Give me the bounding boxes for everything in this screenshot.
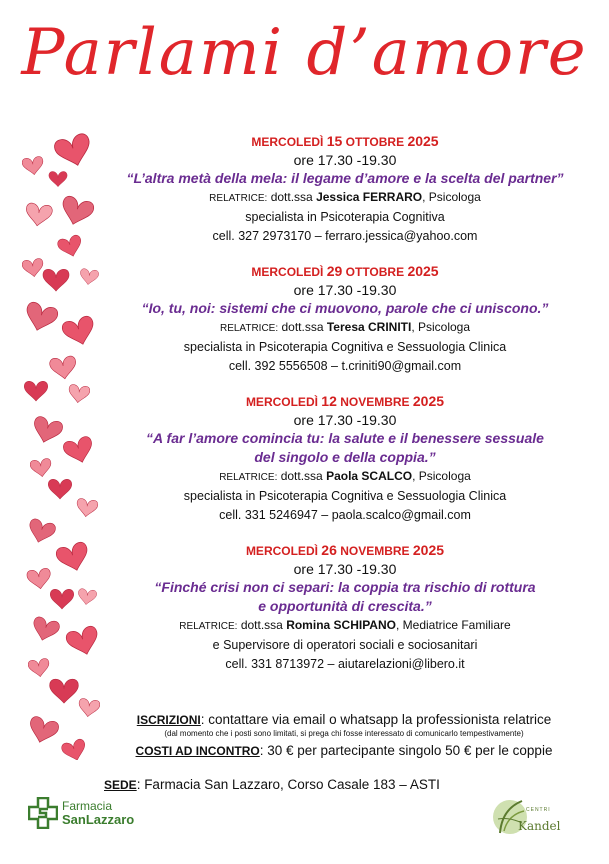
heart-shape xyxy=(24,202,53,227)
date-year: 2025 xyxy=(412,393,445,409)
iscrizioni-line xyxy=(104,711,584,729)
speaker-name: Teresa CRINITI xyxy=(326,320,412,334)
heart-shape xyxy=(48,479,71,499)
heart-shape xyxy=(61,738,89,760)
sede-line xyxy=(104,777,440,792)
event-date xyxy=(100,263,590,281)
speaker-label: RELATRICE: xyxy=(219,323,279,334)
event-date xyxy=(100,542,590,560)
event-speaker xyxy=(100,467,590,487)
event-time: ore 17.30 -19.30 xyxy=(293,561,397,577)
event-speaker xyxy=(100,616,590,636)
date-prefix: MERCOLEDÌ xyxy=(251,135,324,149)
speaker-title: dott.ssa xyxy=(240,618,283,632)
events-list xyxy=(100,133,590,691)
date-month: NOVEMBRE xyxy=(340,395,410,409)
heart-shape xyxy=(49,355,78,380)
event-quote xyxy=(100,578,590,616)
event-specialization: specialista in Psicoterapia Cognitiva e Sessuologia Clinica xyxy=(183,340,507,354)
date-year: 2025 xyxy=(412,542,445,558)
event-specialization: e Supervisore di operatori sociali e sociosanitari xyxy=(212,638,478,652)
event-time: ore 17.30 -19.30 xyxy=(293,152,397,168)
heart-shape xyxy=(50,679,79,703)
iscrizioni-text: : contattare via email o whatsapp la professionista relatrice xyxy=(200,712,552,727)
heart-shape xyxy=(77,698,100,718)
event-speaker xyxy=(100,318,590,338)
date-month: OTTOBRE xyxy=(345,265,405,279)
quote-line: “Io, tu, noi: sistemi che ci muovono, parole che ci uniscono.” xyxy=(141,300,549,316)
farmacia-logo xyxy=(28,797,134,829)
heart-shape xyxy=(50,589,73,609)
logo-text-line1: Farmacia xyxy=(62,799,113,813)
heart-shape xyxy=(62,435,96,466)
kandel-logo xyxy=(492,793,562,843)
heart-shape xyxy=(26,568,52,591)
date-day: 29 xyxy=(326,263,343,279)
quote-line: del singolo e della coppia.” xyxy=(254,449,436,465)
event-specialization: specialista in Psicoterapia Cognitiva xyxy=(245,210,445,224)
quote-line: “L’altra metà della mela: il legame d’amore e la scelta del partner” xyxy=(126,170,564,186)
page-title: Parlami d’amore xyxy=(21,16,588,90)
heart-shape xyxy=(61,315,98,349)
date-day: 12 xyxy=(321,393,337,409)
heart-shape xyxy=(57,234,85,259)
heart-shape xyxy=(22,301,59,335)
event-4 xyxy=(100,542,590,674)
quote-line: “Finché crisi non ci separi: la coppia tra rischio di rottura xyxy=(154,579,536,595)
heart-shape xyxy=(26,518,57,546)
event-contact: cell. 331 5246947 – paola.scalco@gmail.com xyxy=(219,508,471,522)
heart-shape xyxy=(26,715,60,746)
speaker-label: RELATRICE: xyxy=(209,193,268,204)
quote-line: e opportunità di crescita.” xyxy=(258,598,432,614)
event-2 xyxy=(100,263,590,376)
heart-shape xyxy=(30,415,64,446)
event-contact: cell. 392 5556508 – t.criniti90@gmail.com xyxy=(228,359,462,373)
date-prefix: MERCOLEDÌ xyxy=(245,544,318,558)
heart-shape xyxy=(58,195,95,229)
farmacia-cross-icon xyxy=(28,797,58,829)
speaker-label: RELATRICE: xyxy=(219,472,278,483)
date-day: 26 xyxy=(321,542,337,558)
event-quote xyxy=(100,429,590,467)
quote-line: “A far l’amore comincia tu: la salute e il benessere sessuale xyxy=(146,430,544,446)
heart-shape xyxy=(49,171,67,186)
event-1 xyxy=(100,133,590,246)
date-month: OTTOBRE xyxy=(345,135,405,149)
iscrizioni-note: (dal momento che i posti sono limitati, si prega chi fosse interessato di comunicarlo tempestivamente) xyxy=(164,729,524,738)
event-specialization: specialista in Psicoterapia Cognitiva e Sessuologia Clinica xyxy=(183,489,507,503)
date-year: 2025 xyxy=(407,263,439,279)
event-time: ore 17.30 -19.30 xyxy=(293,412,397,428)
heart-shape xyxy=(77,588,97,606)
heart-shape xyxy=(24,381,47,401)
speaker-name: Romina SCHIPANO xyxy=(286,618,396,632)
iscrizioni-label: ISCRIZIONI xyxy=(136,713,201,727)
hearts-decoration xyxy=(10,120,105,760)
date-year: 2025 xyxy=(407,133,439,149)
speaker-title: dott.ssa xyxy=(281,320,324,334)
costi-label: COSTI AD INCONTRO xyxy=(135,744,260,758)
sede-text: : Farmacia San Lazzaro, Corso Casale 183 – ASTI xyxy=(136,777,440,792)
logo-text-line2: SanLazzaro xyxy=(62,812,135,827)
speaker-title: dott.ssa xyxy=(280,469,323,483)
heart-shape xyxy=(79,268,99,286)
date-month: NOVEMBRE xyxy=(340,544,410,558)
date-day: 15 xyxy=(326,133,343,149)
costi-text: : 30 € per partecipante singolo 50 € per le coppie xyxy=(259,743,553,758)
sede-label: SEDE xyxy=(104,778,137,792)
event-3 xyxy=(100,393,590,525)
speaker-label: RELATRICE: xyxy=(179,621,238,632)
event-contact: cell. 331 8713972 – aiutarelazioni@libero.it xyxy=(225,657,465,671)
event-date xyxy=(100,133,590,151)
heart-shape xyxy=(75,498,98,518)
heart-shape xyxy=(30,458,53,478)
speaker-role: , Psicologa xyxy=(411,320,471,334)
heart-shape xyxy=(65,625,102,659)
heart-shape xyxy=(28,658,51,678)
speaker-role: , Psicologa xyxy=(412,469,471,483)
event-speaker xyxy=(100,188,590,208)
kandel-name: Kandel xyxy=(518,819,561,833)
event-contact: cell. 327 2973170 – ferraro.jessica@yahoo.com xyxy=(212,229,478,243)
speaker-role: , Mediatrice Familiare xyxy=(395,618,511,632)
date-prefix: MERCOLEDÌ xyxy=(245,395,318,409)
heart-shape xyxy=(43,269,69,291)
date-prefix: MERCOLEDÌ xyxy=(251,265,324,279)
costi-line xyxy=(104,742,584,760)
event-date xyxy=(100,393,590,411)
kandel-subtitle: CENTRI xyxy=(526,807,551,813)
heart-shape xyxy=(53,132,95,170)
heart-shape xyxy=(30,616,61,644)
speaker-role: , Psicologa xyxy=(422,190,481,204)
speaker-title: dott.ssa xyxy=(270,190,313,204)
event-quote xyxy=(100,299,590,318)
heart-shape xyxy=(55,541,92,575)
speaker-name: Paola SCALCO xyxy=(326,469,413,483)
heart-shape xyxy=(22,156,45,176)
speaker-name: Jessica FERRARO xyxy=(316,190,423,204)
info-section xyxy=(104,711,584,760)
event-time: ore 17.30 -19.30 xyxy=(293,282,397,298)
heart-shape xyxy=(22,258,45,278)
heart-shape xyxy=(67,384,90,404)
event-quote xyxy=(100,169,590,188)
